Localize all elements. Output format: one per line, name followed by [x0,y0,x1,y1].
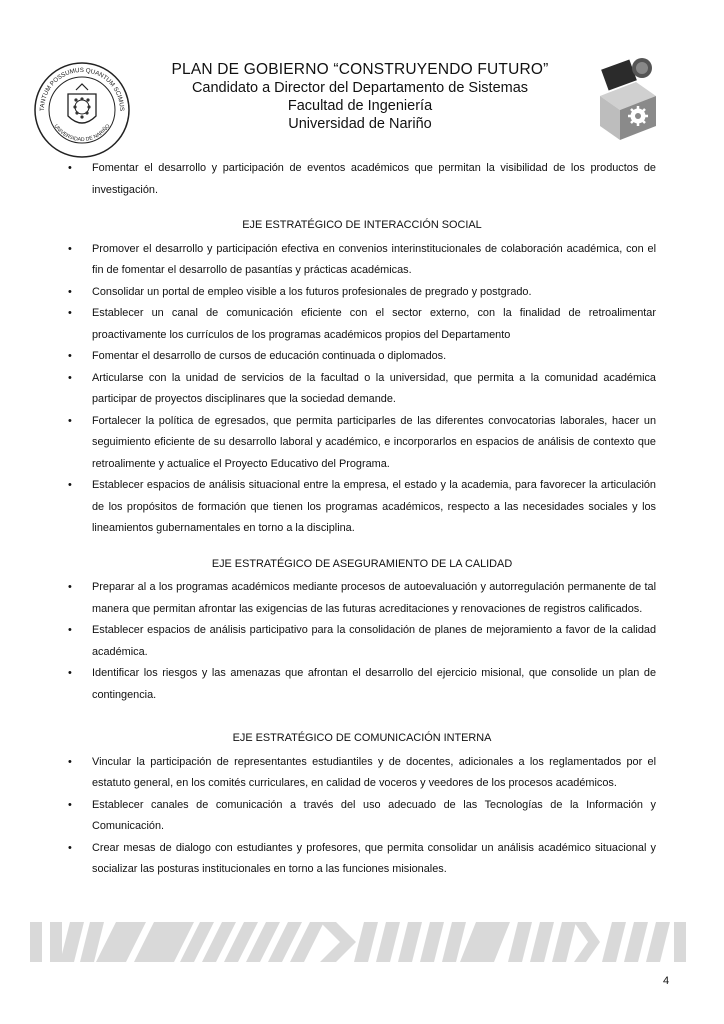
decorative-stripe-band-icon [30,918,690,966]
bullet: • [68,667,72,679]
list-item-text: Crear mesas de dialogo con estudiantes y profesores, que permita consolidar un análisis académico situacional y socializar las posturas institucionales en torno a las funciones misionales. [92,841,656,875]
bullet: • [68,581,72,593]
bullet: • [68,162,72,174]
section-title-aseguramiento-calidad: EJE ESTRATÉGICO DE ASEGURAMIENTO DE LA CALIDAD [211,557,513,570]
list-item [68,411,656,476]
list-item [68,663,656,706]
list-item [68,239,656,282]
page-header [0,0,724,150]
bullet: • [68,798,72,811]
faculty-line: Facultad de Ingeniería [287,98,433,114]
seal-text-bottom: UNIVERSIDAD DE NARIÑO [52,123,112,143]
list-item-text: Establecer un canal de comunicación eficiente con el sector externo, con la finalidad de retroalimentar proactivamente los currículos de los programas académicos propios del Departamento [92,307,656,341]
svg-text:UNIVERSIDAD DE NARIÑO [53,123,112,143]
list-item-text: Promover el desarrollo y participación efectiva en convenios interinstitucionales de colaboración académica, con el fin de fomentar el desarrollo de pasantías y prácticas académicas. [92,242,656,276]
bullet: • [68,307,72,319]
list-item-text: Articularse con la unidad de servicios de la facultad o la universidad, que permita a la comunidad académica participar de proyectos disciplinares que la sociedad demande. [92,371,656,405]
bullet: • [68,841,72,854]
bullet: • [68,755,72,768]
university-seal-icon [32,60,132,160]
bullet: • [68,285,72,298]
candidate-line: Candidato a Director del Departamento de Sistemas [191,80,529,96]
list-item-text: Fomentar el desarrollo de cursos de educación continuada o diplomados. [92,350,447,362]
list-item [68,368,656,411]
section-list-aseguramiento-calidad [68,577,656,706]
list-item-text: Preparar al a los programas académicos mediante procesos de autoevaluación y autorregulación permanente de tal manera que permitan afrontar las exigencias de las futuras acreditaciones y renovaciones de registros calificados. [92,581,656,615]
list-item-text: Fomentar el desarrollo y participación de eventos académicos que permitan la visibilidad de los productos de investigación. [92,162,656,196]
bullet: • [68,414,72,427]
bullet: • [68,350,72,362]
list-item-text: Establecer espacios de análisis participativo para la consolidación de planes de mejoramiento a favor de la calidad académica. [92,624,656,658]
document-title: PLAN DE GOBIERNO “CONSTRUYENDO FUTURO” [171,61,549,78]
list-item-text: Establecer espacios de análisis situacional entre la empresa, el estado y la academia, para favorecer la articulación de los propósitos de formación que tienen los programas académicos, respecto a las necesidades sociales y los lineamientos gubernamentales en torno a la disciplina. [92,479,656,534]
document-body [68,158,656,881]
section-title-interaccion-social: EJE ESTRATÉGICO DE INTERACCIÓN SOCIAL [242,219,482,231]
seal-text-top: TANTUM POSSUMUS QUANTUM SCIMUS [38,66,126,112]
department-logo-icon [596,52,660,144]
list-item [68,577,656,620]
university-line: Universidad de Nariño [288,116,432,132]
list-item-text: Consolidar un portal de empleo visible a los futuros profesionales de pregrado y postgrado. [92,285,532,298]
list-item [68,795,656,838]
list-item [68,475,656,540]
intro-list [68,158,656,201]
list-item-text: Identificar los riesgos y las amenazas que afrontan el desarrollo del ejercicio misional, que consolide un plan de contingencia. [92,667,656,701]
list-item [68,752,656,795]
list-item [68,282,656,304]
bullet: • [68,371,72,384]
list-item [68,838,656,881]
section-list-comunicacion-interna [68,752,656,881]
list-item [68,158,656,201]
bullet: • [68,242,72,255]
bullet: • [68,479,72,491]
list-item [68,346,656,368]
list-item [68,303,656,346]
list-item-text: Establecer canales de comunicación a través del uso adecuado de las Tecnologías de la Información y Comunicación. [92,798,656,832]
section-title-comunicacion-interna: EJE ESTRATÉGICO DE COMUNICACIÓN INTERNA [232,732,492,744]
section-list-interaccion-social [68,239,656,540]
bullet: • [68,624,72,636]
list-item-text: Fortalecer la política de egresados, que permita participarles de las diferentes convocatorias laborales, hacer un seguimiento eficiente de su desarrollo laboral y académico, e incorporarlos en espacios de análisis de contexto que retroalimente y actualice el Proyecto Educativo del Programa. [92,414,656,470]
page-number: 4 [663,975,670,987]
list-item-text: Vincular la participación de representantes estudiantiles y de docentes, adicionales a los reglamentados por el estatuto general, en los comités curriculares, en calidad de voceros y veedores de los procesos académicos. [92,755,656,789]
list-item [68,620,656,663]
